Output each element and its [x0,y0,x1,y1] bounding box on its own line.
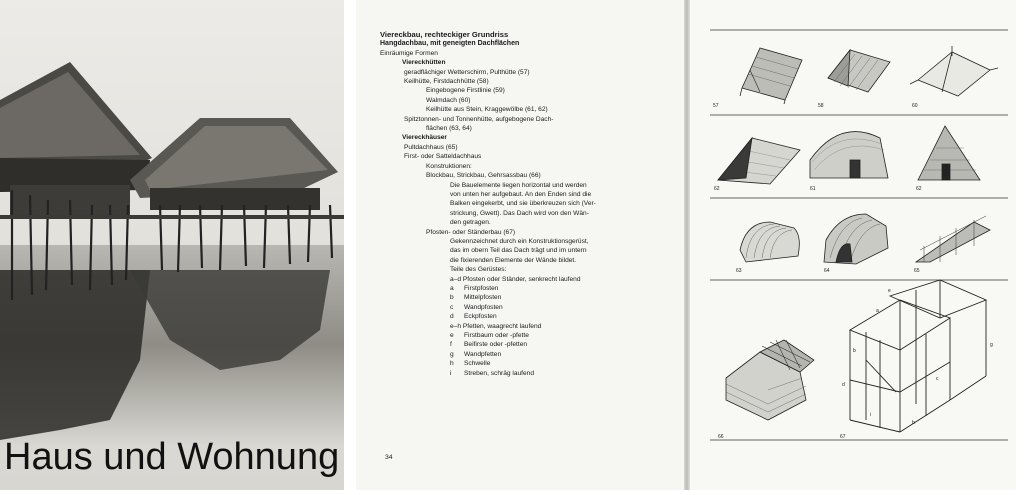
frame-label: h [912,420,915,426]
fig-caption: 57 [713,103,719,109]
hut-63-tunnel-icon [740,222,799,262]
hut-figures [690,0,1016,490]
outline-line: das im obern Teil das Dach trägt und im untern [450,247,587,255]
outline-line: den getragen. [450,219,491,227]
outline-line: Pultdachhaus (65) [404,143,458,151]
hut-65-frame-icon [916,216,990,262]
outline-line: a–d Pfosten oder Ständer, senkrecht laufend [450,275,581,283]
hut-62-thatch-icon [718,138,800,184]
outline-line: Spitztonnen- und Tonnenhütte, aufgebogene Dach- [404,115,554,123]
outline-line: e–h Pfetten, waagrecht laufend [450,322,542,330]
fig-caption: 65 [914,268,920,274]
frame-label: c [936,376,939,382]
outline-line: Konstruktionen: [426,162,472,170]
fig-caption: 60 [912,103,918,109]
part-item: a Firstpfosten [450,284,499,292]
outline-heading: Viereckbau, rechteckiger Grundriss [380,30,509,39]
fig-caption: 63 [736,268,742,274]
outline-line: Keilhütte, Firstdachhütte (58) [404,78,489,86]
outline-line: von unten her aufgebaut. An den Enden sind die [450,190,592,198]
book-spread [356,0,1024,490]
outline-line: First- oder Satteldachhaus [404,153,482,161]
cover-title: Haus und Wohnung [4,436,340,478]
outline-line: Einräumige Formen [380,49,438,57]
part-item: i Streben, schräg laufend [450,369,535,377]
hut-58-ridge-icon [828,50,890,92]
hut-64-barrel-icon [824,214,888,264]
part-item: f Beifirste oder -pfetten [450,341,528,349]
fig-caption: 66 [718,434,724,440]
text-page [356,0,684,490]
hut-57-leanto-icon [740,48,802,104]
outline-line: Walmdach (60) [426,96,471,104]
frame-label: e [888,288,891,294]
fig-caption: 67 [840,434,846,440]
hut-61-vault-icon [810,132,888,178]
outline-line: Eingebogene Firstlinie (59) [426,87,505,95]
part-item: e Firstbaum oder -pfette [450,332,529,339]
part-item: c Wandpfosten [450,303,503,311]
outline-line: Die Bauelemente liegen horizontal und werden [450,181,587,189]
frame-label: d [842,382,845,388]
page-number: 34 [385,454,393,461]
page-gap [344,0,356,490]
outline-section: Viereckhäuser [402,134,447,142]
frame-label: i [870,412,872,418]
classification-outline [380,30,680,378]
fig-caption: 58 [818,103,824,109]
figure-page [690,0,1016,490]
outline-line: die fixierenden Elemente der Wände bildet. [450,256,577,264]
outline-line: Keilhütte aus Stein, Kraggewölbe (61, 62) [426,106,548,114]
hut-66-blockhouse-icon [726,340,814,420]
frame-label: a [876,308,879,314]
outline-line: flächen (63, 64) [426,125,472,133]
hut-60-tent-icon [910,46,998,96]
outline-line: Balken eingekerbt, und sie überkreuzen sich (Ver- [450,200,596,208]
outline-section: Viereckhütten [402,59,446,67]
outline-line: Gekennzeichnet durch ein Konstruktionsgerüst, [450,237,589,245]
part-item: g Wandpfetten [450,350,502,358]
outline-subheading: Hangdachbau, mit geneigten Dachflächen [380,40,520,48]
hut-62-stone-icon [918,126,980,180]
part-item: h Schwelle [450,360,491,368]
part-item: b Mittelpfosten [450,294,502,302]
fig-caption: 62 [714,186,720,192]
outline-line: Blockbau, Strickbau, Gehrsassbau (66) [426,172,541,180]
outline-line: Teile des Gerüstes: [450,266,507,274]
frame-label: b [853,348,856,354]
outline-line: geradflächiger Wetterschirm, Pulthütte (57) [404,68,530,76]
fig-caption: 61 [810,186,816,192]
book-cover [0,0,344,490]
hut-67-postframe-icon [850,280,986,432]
frame-label: g [990,342,993,348]
outline-line: strickung, Gwett). Das Dach wird von den Wän- [450,209,589,217]
fig-caption: 64 [824,268,830,274]
fig-caption: 62 [916,186,922,192]
part-item: d Eckpfosten [450,313,497,321]
outline-line: Pfosten- oder Ständerbau (67) [426,228,516,236]
stilt-houses-photo [0,0,344,490]
